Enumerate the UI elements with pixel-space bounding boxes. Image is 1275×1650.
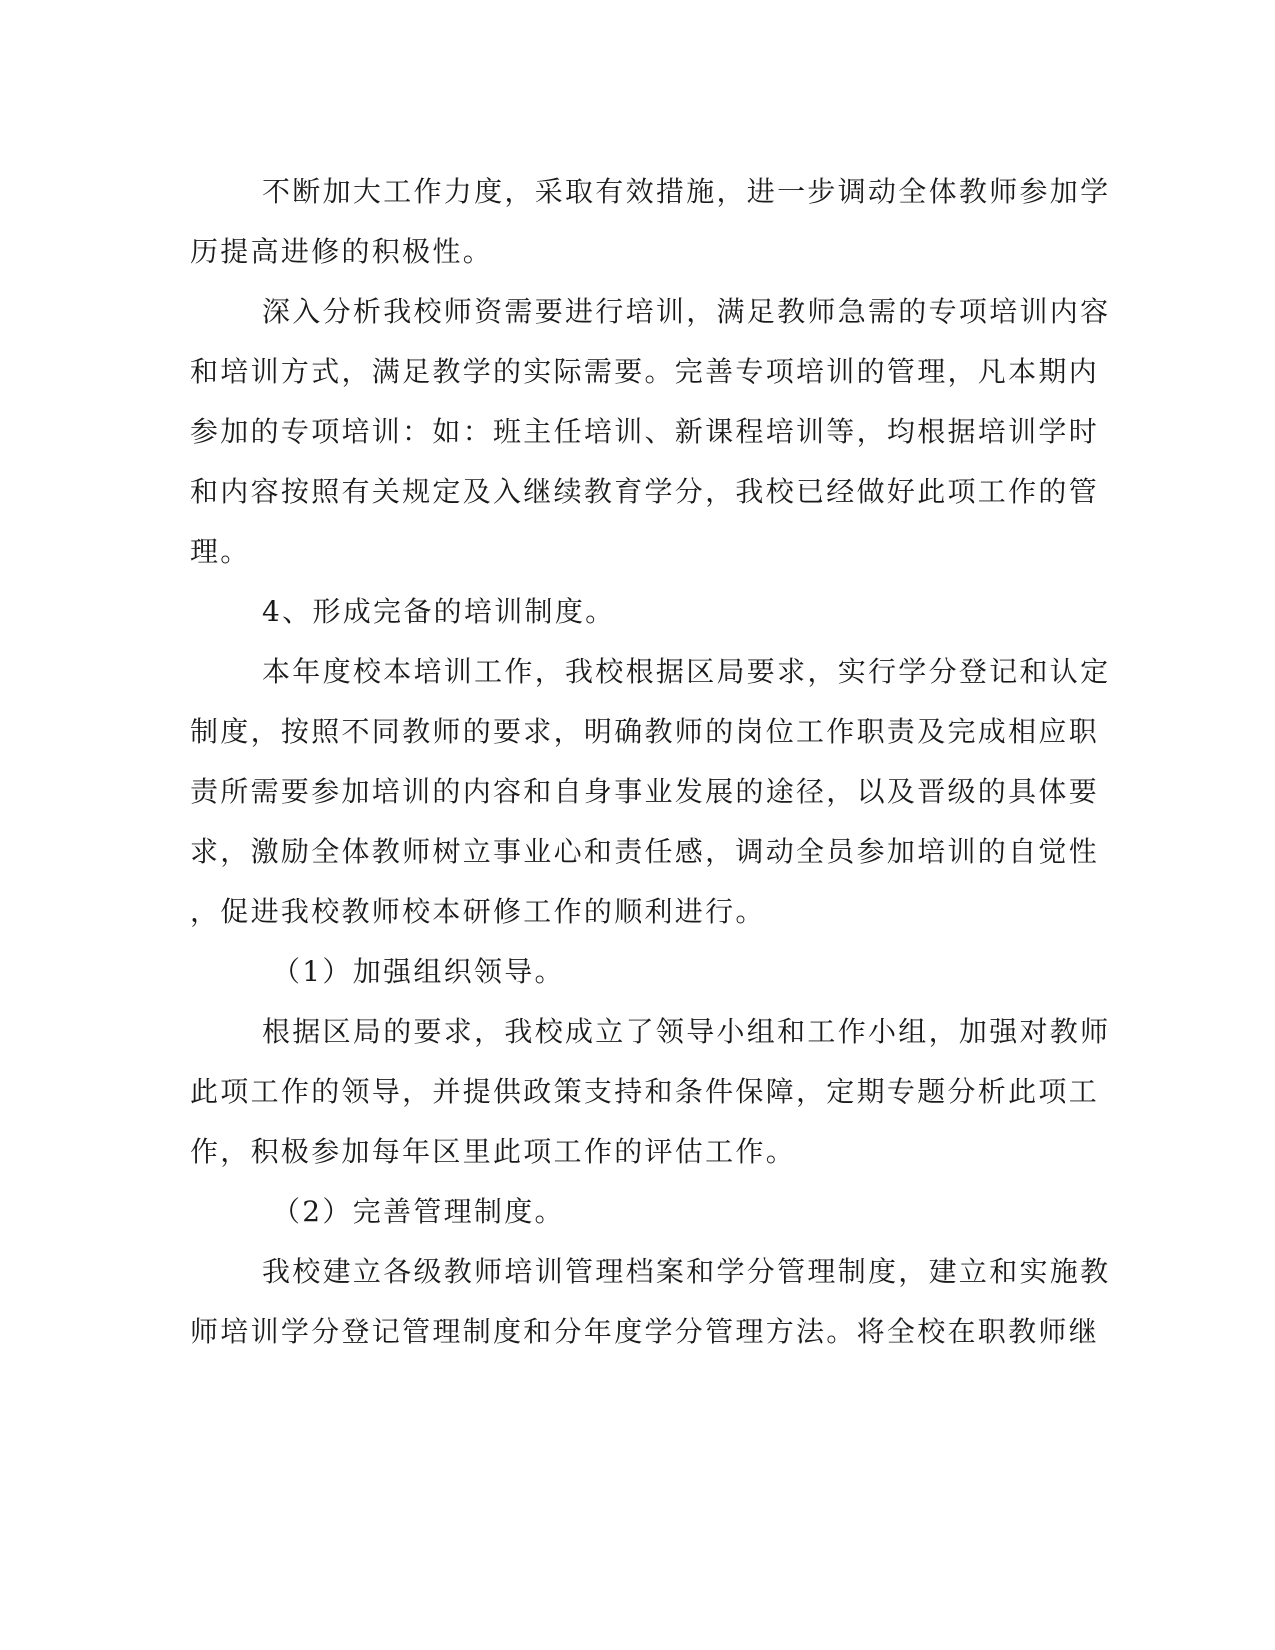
paragraph-1 [190,162,1111,282]
heading-text: 4、形成完备的培训制度。 [262,595,616,628]
section-heading-4 [190,582,1080,642]
text-line: 求，激励全体教师树立事业心和责任感，调动全员参加培训的自觉性 [190,835,1100,868]
paragraph-4 [190,1002,1111,1182]
paragraph-2 [190,282,1111,582]
heading-text: （1）加强组织领导。 [272,955,565,988]
text-line: 和内容按照有关规定及入继续教育学分，我校已经做好此项工作的管 [190,475,1100,508]
text-line: 理。 [190,535,251,568]
text-line: 责所需要参加培训的内容和自身事业发展的途径，以及晋级的具体要 [190,775,1100,808]
text-line: 本年度校本培训工作，我校根据区局要求，实行学分登记和认定 [262,655,1111,688]
document-body [190,162,1111,1362]
text-line: 作，积极参加每年区里此项工作的评估工作。 [190,1135,797,1168]
text-line: 参加的专项培训：如：班主任培训、新课程培训等，均根据培训学时 [190,415,1100,448]
paragraph-5 [190,1242,1111,1362]
text-line: ，促进我校教师校本研修工作的顺利进行。 [190,895,766,928]
text-line: 此项工作的领导，并提供政策支持和条件保障，定期专题分析此项工 [190,1075,1100,1108]
heading-text: （2）完善管理制度。 [272,1195,565,1228]
paragraph-3 [190,642,1111,942]
text-line: 历提高进修的积极性。 [190,235,494,268]
text-line: 师培训学分登记管理制度和分年度学分管理方法。将全校在职教师继 [190,1315,1100,1348]
sub-heading-1 [190,942,1080,1002]
text-line: 根据区局的要求，我校成立了领导小组和工作小组，加强对教师 [262,1015,1111,1048]
text-line: 和培训方式，满足教学的实际需要。完善专项培训的管理，凡本期内 [190,355,1100,388]
text-line: 制度，按照不同教师的要求，明确教师的岗位工作职责及完成相应职 [190,715,1100,748]
text-line: 不断加大工作力度，采取有效措施，进一步调动全体教师参加学 [262,175,1111,208]
text-line: 我校建立各级教师培训管理档案和学分管理制度，建立和实施教 [262,1255,1111,1288]
text-line: 深入分析我校师资需要进行培训，满足教师急需的专项培训内容 [262,295,1111,328]
sub-heading-2 [190,1182,1080,1242]
